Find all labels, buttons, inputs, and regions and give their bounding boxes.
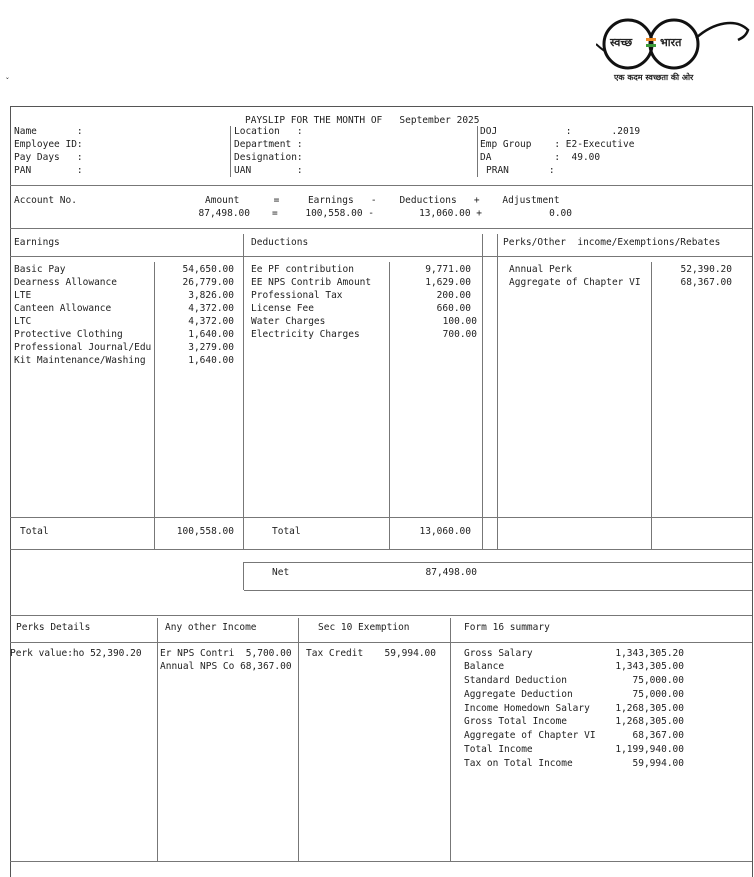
earnings-header: Earnings [14, 237, 60, 248]
rule [10, 642, 752, 643]
earning-amount: 54,650.00 [182, 264, 234, 275]
rule [10, 517, 752, 518]
perk-amount: 52,390.20 [680, 264, 732, 275]
info-col3-row3: DA : 49.00 [480, 152, 601, 163]
deduction-name: EE NPS Contrib Amount [251, 277, 372, 288]
rule [10, 549, 752, 550]
col-divider [157, 618, 158, 862]
form16-name: Balance [464, 661, 505, 672]
deductions-total-label: Total [272, 526, 301, 537]
earning-name: Basic Pay [14, 264, 66, 275]
form16-name: Aggregate of Chapter VI [464, 730, 596, 741]
form16-amount: 1,199,940.00 [615, 744, 684, 755]
form16-name: Standard Deduction [464, 675, 567, 686]
col-divider [497, 234, 498, 549]
earning-name: LTE [14, 290, 32, 301]
other-income-header: Any other Income [165, 622, 257, 633]
rule [10, 228, 752, 229]
rule [10, 861, 752, 862]
info-col2-row2: Department : [234, 139, 303, 150]
earning-amount: 1,640.00 [188, 355, 234, 366]
earning-amount: 4,372.00 [188, 316, 234, 327]
deduction-amount: 100.00 [442, 316, 477, 327]
info-col3-row1: DOJ : .2019 [480, 126, 641, 137]
earning-amount: 3,826.00 [188, 290, 234, 301]
earning-name: Protective Clothing [14, 329, 123, 340]
logo-left-text: स्वच्छ [610, 36, 633, 49]
deduction-amount: 660.00 [436, 303, 471, 314]
summary-adjustment: 0.00 [549, 208, 572, 219]
form16-amount: 1,268,305.00 [615, 716, 684, 727]
deduction-name: License Fee [251, 303, 314, 314]
deductions-header: Deductions [251, 237, 309, 248]
deduction-amount: 200.00 [436, 290, 471, 301]
form16-amount: 1,343,305.00 [615, 661, 684, 672]
deductions-total: 13,060.00 [419, 526, 471, 537]
net-divider [243, 562, 244, 590]
form16-amount: 1,268,305.00 [615, 703, 684, 714]
deduction-name: Ee PF contribution [251, 264, 354, 275]
info-col1-row3: Pay Days : [14, 152, 83, 163]
earning-name: Dearness Allowance [14, 277, 117, 288]
summary-amount: 87,498.00 [198, 208, 250, 219]
info-col2-row1: Location : [234, 126, 303, 137]
info-col3-row4: PRAN : [486, 165, 555, 176]
form16-amount: 68,367.00 [632, 730, 684, 741]
summary-deductions: 13,060.00 + [419, 208, 482, 219]
rule [10, 615, 752, 616]
col-divider [389, 262, 390, 549]
perk-name: Aggregate of Chapter VI [509, 277, 641, 288]
deduction-name: Professional Tax [251, 290, 343, 301]
earning-amount: 1,640.00 [188, 329, 234, 340]
col-divider [243, 234, 244, 549]
info-col1-row1: Name : [14, 126, 83, 137]
form16-amount: 75,000.00 [632, 675, 684, 686]
info-col2-row3: Designation: [234, 152, 303, 163]
deduction-amount: 1,629.00 [425, 277, 471, 288]
info-col1-row4: PAN : [14, 165, 83, 176]
tax-credit-label: Tax Credit [306, 648, 364, 659]
perk-value-line: Perk value:ho 52,390.20 [10, 648, 142, 659]
deduction-amount: 700.00 [442, 329, 477, 340]
earning-name: Kit Maintenance/Washing [14, 355, 146, 366]
other-income-line: Annual NPS Co 68,367.00 [160, 661, 292, 672]
rule [244, 590, 752, 591]
tax-credit-value: 59,994.00 [384, 648, 436, 659]
form16-name: Gross Total Income [464, 716, 567, 727]
account-no-label: Account No. [14, 195, 77, 206]
rule [498, 256, 752, 257]
deduction-name: Electricity Charges [251, 329, 360, 340]
summary-earnings: 100,558.00 - [305, 208, 374, 219]
earning-amount: 26,779.00 [182, 277, 234, 288]
earning-name: LTC [14, 316, 32, 327]
form16-header: Form 16 summary [464, 622, 550, 633]
earning-amount: 3,279.00 [188, 342, 234, 353]
info-col3-row2: Emp Group : E2-Executive [480, 139, 635, 150]
earnings-total: 100,558.00 [176, 526, 234, 537]
col-divider [298, 618, 299, 862]
summary-header: Amount = Earnings - Deductions + Adjustment [205, 195, 560, 206]
perks-details-header: Perks Details [16, 622, 91, 633]
form16-amount: 75,000.00 [632, 689, 684, 700]
rule [10, 185, 752, 186]
summary-eq: = [272, 208, 278, 219]
perk-amount: 68,367.00 [680, 277, 732, 288]
earning-amount: 4,372.00 [188, 303, 234, 314]
swachh-bharat-logo [596, 8, 750, 90]
info-divider-1 [230, 126, 231, 177]
form16-name: Tax on Total Income [464, 758, 573, 769]
form16-name: Income Homedown Salary [464, 703, 590, 714]
other-income-line: Er NPS Contri 5,700.00 [160, 648, 292, 659]
col-divider [154, 262, 155, 549]
form16-amount: 59,994.00 [632, 758, 684, 769]
payslip-title: PAYSLIP FOR THE MONTH OF September 2025 [245, 115, 480, 126]
deduction-amount: 9,771.00 [425, 264, 471, 275]
deduction-name: Water Charges [251, 316, 326, 327]
form16-name: Aggregate Deduction [464, 689, 573, 700]
net-label: Net [272, 567, 290, 578]
sec10-header: Sec 10 Exemption [318, 622, 410, 633]
col-divider [482, 234, 483, 549]
logo-right-text: भारत [660, 36, 682, 49]
earning-name: Professional Journal/Edu [14, 342, 152, 353]
info-divider-2 [477, 126, 478, 177]
perk-name: Annual Perk [509, 264, 572, 275]
info-col1-row2: Employee ID: [14, 139, 83, 150]
earnings-total-label: Total [20, 526, 49, 537]
logo-tagline: एक कदम स्वच्छता की ओर [614, 73, 694, 82]
col-divider [651, 262, 652, 549]
rule [244, 562, 752, 563]
form16-name: Total Income [464, 744, 533, 755]
stray-mark: ˇ [5, 77, 10, 86]
form16-name: Gross Salary [464, 648, 533, 659]
info-col2-row4: UAN : [234, 165, 303, 176]
perks-header: Perks/Other income/Exemptions/Rebates [503, 237, 721, 248]
form16-amount: 1,343,305.20 [615, 648, 684, 659]
col-divider [450, 618, 451, 862]
net-value: 87,498.00 [425, 567, 477, 578]
earning-name: Canteen Allowance [14, 303, 112, 314]
